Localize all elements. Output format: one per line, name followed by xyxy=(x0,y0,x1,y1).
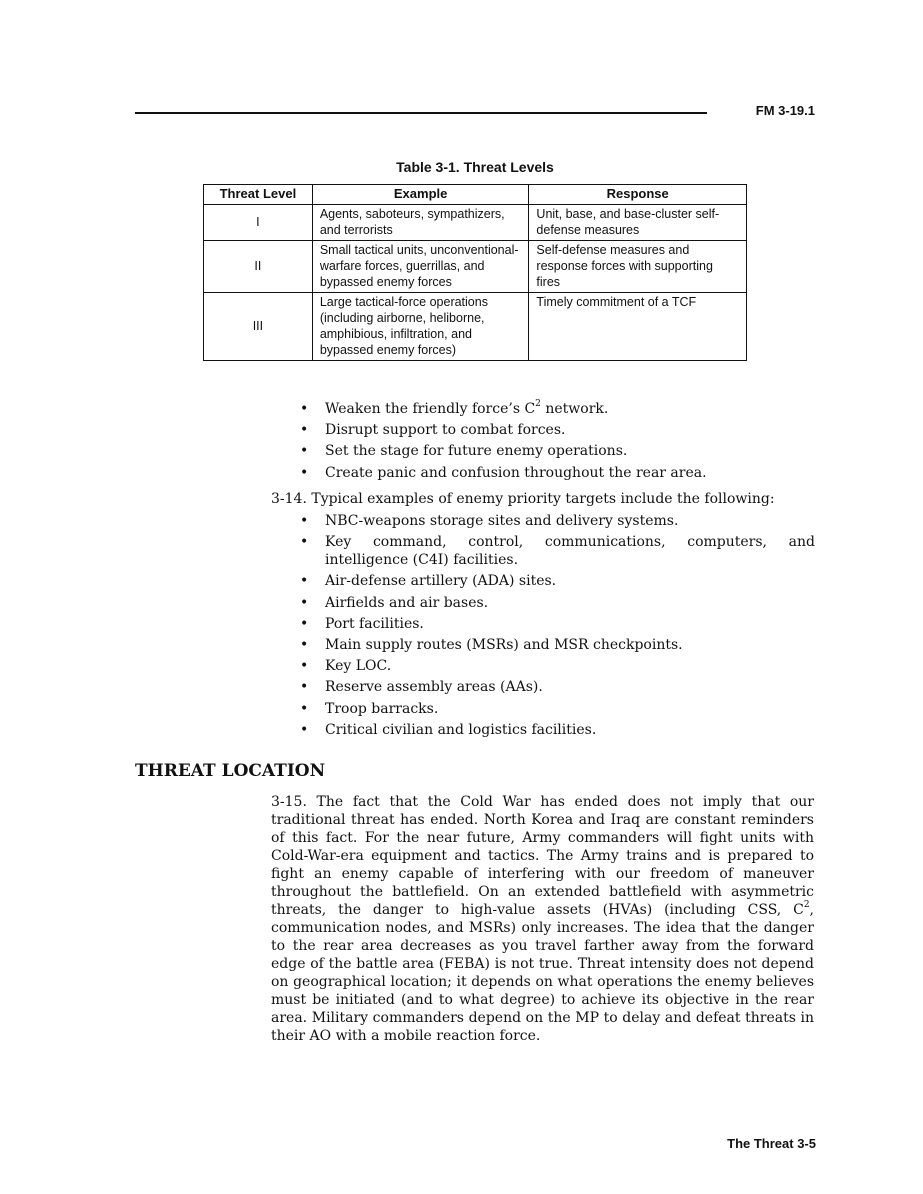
bullet-icon: • xyxy=(300,464,309,481)
bullet-icon: • xyxy=(300,573,309,590)
bullet-icon: • xyxy=(300,422,309,439)
list-item: • Airfields and air bases. xyxy=(300,594,489,611)
list-item: • Key command, control, communications, computers, and intelligence (C4I) facilities. xyxy=(300,534,815,569)
threat-levels-table xyxy=(203,184,747,361)
bullet-icon: • xyxy=(300,721,309,738)
list-item: • Troop barracks. xyxy=(300,700,439,717)
response-cell: Unit, base, and base-cluster self-defense measures xyxy=(529,205,747,241)
bullet-icon: • xyxy=(300,700,309,717)
list-item: • Disrupt support to combat forces. xyxy=(300,422,566,439)
list-item: • Air-defense artillery (ADA) sites. xyxy=(300,573,557,590)
bullet-icon: • xyxy=(300,534,309,551)
bullet-icon: • xyxy=(300,443,309,460)
header-rule xyxy=(135,112,707,114)
list-item: • Key LOC. xyxy=(300,658,392,675)
bullet-icon: • xyxy=(300,615,309,632)
list-item: • Reserve assembly areas (AAs). xyxy=(300,679,543,696)
list-item: • Set the stage for future enemy operations. xyxy=(300,443,628,460)
list-item: • Main supply routes (MSRs) and MSR checkpoints. xyxy=(300,636,683,653)
response-cell: Self-defense measures and response forces with supporting fires xyxy=(529,241,747,293)
bullet-icon: • xyxy=(300,401,309,417)
threat-level-cell: III xyxy=(204,293,313,361)
bullet-icon: • xyxy=(300,594,309,611)
list-item: • Create panic and confusion throughout the rear area. xyxy=(300,464,707,481)
table-header-row xyxy=(204,185,747,205)
threat-level-cell: I xyxy=(204,205,313,241)
document-id: FM 3-19.1 xyxy=(755,103,815,118)
section-heading: THREAT LOCATION xyxy=(135,761,326,781)
table-row xyxy=(204,205,747,241)
table-title: Table 3-1. Threat Levels xyxy=(396,159,554,175)
list-item: • Critical civilian and logistics facilities. xyxy=(300,721,597,738)
page-footer: The Threat 3-5 xyxy=(727,1136,816,1151)
response-cell: Timely commitment of a TCF xyxy=(529,293,747,361)
paragraph-3-15: 3-15. The fact that the Cold War has ended does not imply that our traditional threat has ended. North Korea and Iraq are constant reminders of this fact. For the near future, Army commanders will fight units with Cold-War-era equipment and tactics. The Army trains and is prepared to fight an enemy capable of interfering with our freedom of maneuver throughout the battlefield. On an extended battlefield with asymmetric threats, the danger to high-value assets (HVAs) (including CSS, $C^2$, communication nodes, and MSRs) only increases. The idea that the danger to the rear area decreases as you travel farther away from the forward edge of the battle area (FEBA) is not true. Threat intensity does not depend on geographical location; it depends on what operations the enemy believes must be initiated (and to what degree) to achieve its objective in the rear area. Military commanders depend on the MP to delay and defeat threats in their AO with a mobile reaction force. xyxy=(271,794,814,1044)
table-row xyxy=(204,293,747,361)
table-row xyxy=(204,241,747,293)
paragraph-3-14: 3-14. Typical examples of enemy priority targets include the following: xyxy=(271,491,775,507)
bullet-list-targets xyxy=(300,512,815,742)
bullet-icon: • xyxy=(300,513,309,529)
list-item: • NBC-weapons storage sites and delivery systems. xyxy=(300,513,679,529)
example-cell: Agents, saboteurs, sympathizers, and terrorists xyxy=(312,205,529,241)
bullet-icon: • xyxy=(300,658,309,675)
column-header-example: Example xyxy=(312,185,529,205)
list-item: • Weaken the friendly force’s $C^2$ network. xyxy=(300,399,609,417)
bullet-list-effects xyxy=(300,400,815,485)
bullet-icon: • xyxy=(300,679,309,696)
column-header-response: Response xyxy=(529,185,747,205)
list-item: • Port facilities. xyxy=(300,615,424,632)
example-cell: Small tactical units, unconventional-warfare forces, guerrillas, and bypassed enemy forces xyxy=(312,241,529,293)
example-cell: Large tactical-force operations (including airborne, heliborne, amphibious, infiltration, and bypassed enemy forces) xyxy=(312,293,529,361)
bullet-icon: • xyxy=(300,636,309,653)
threat-level-cell: II xyxy=(204,241,313,293)
column-header-threat-level: Threat Level xyxy=(204,185,313,205)
